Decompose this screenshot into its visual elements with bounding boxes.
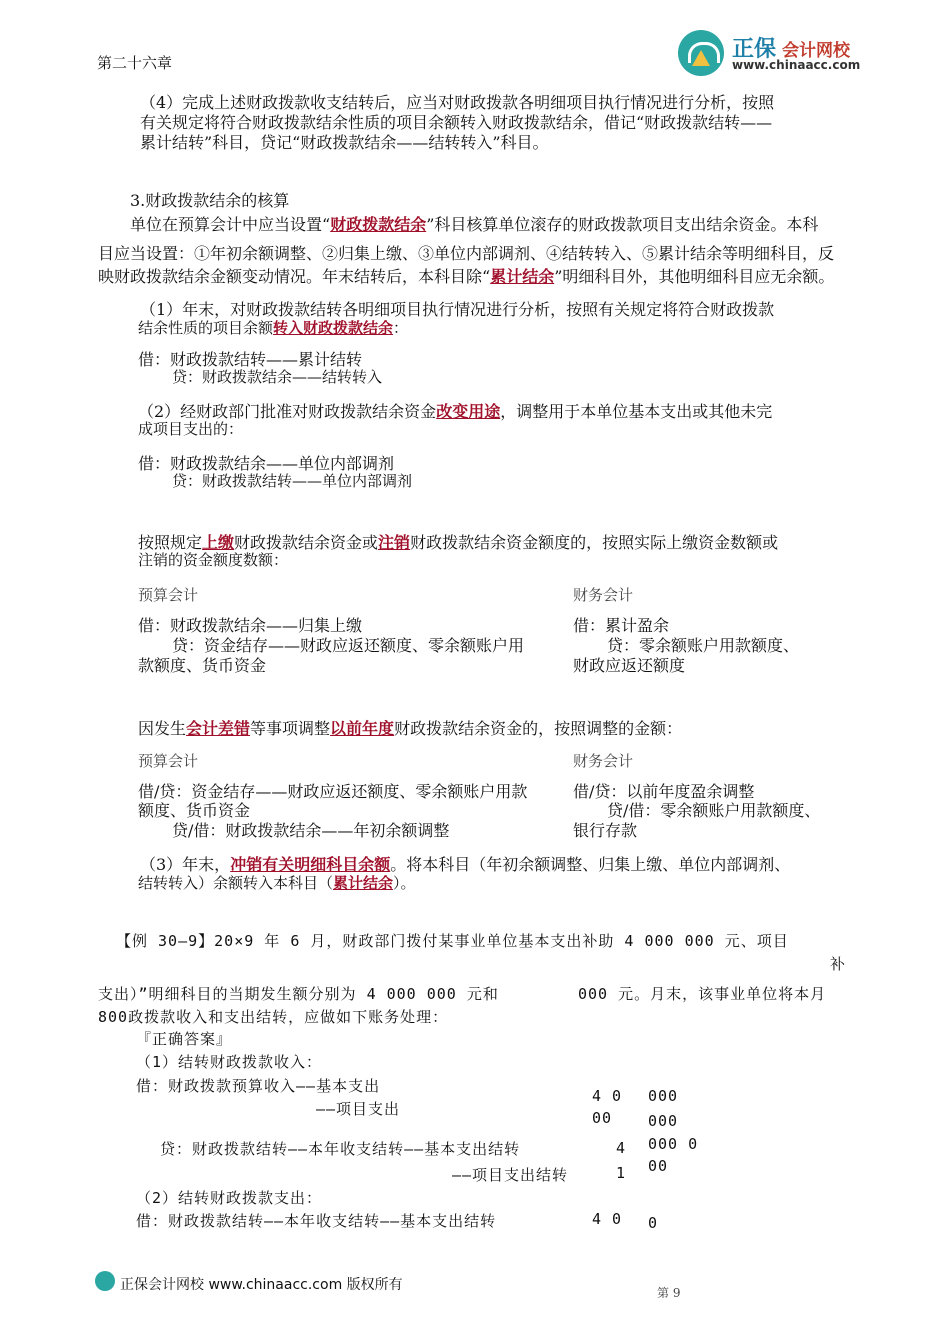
item2-line2: 成项目支出的： [138, 420, 244, 438]
example-cr1: 贷：财政拨款结转——本年收支结转——基本支出结转 [160, 1140, 521, 1158]
brand-logo-text: 正保 会计网校 [732, 37, 851, 62]
example-answer: 『正确答案』 [136, 1030, 233, 1048]
example-line1: 【例 30—9】20×9 年 6 月，财政部门拨付某事业单位基本支出补助 4 000 000 元、项目 [116, 932, 789, 950]
item2-credit: 贷：财政拨款结转——单位内部调剂 [172, 472, 413, 490]
item2-line1: （2）经财政部门批准对财政拨款结余资金改变用途，调整用于本单位基本支出或其他未完 [138, 402, 773, 421]
item1-credit: 贷：财政拨款结余——结转转入 [172, 368, 383, 386]
adjust-right-l1: 借/贷：以前年度盈余调整 [573, 782, 755, 801]
example-line1-tail: 补 [830, 955, 847, 973]
remit-right-l2: 贷：零余额账户用款额度、 [607, 636, 800, 655]
remit-line1: 按照规定上缴财政拨款结余资金或注销财政拨款结余资金额度的，按照实际上缴资金数额或 [138, 533, 779, 552]
remit-left-l2: 贷：资金结存——财政应返还额度、零余额账户用 [172, 636, 525, 655]
top-fragment: 第二十六章 [97, 54, 173, 72]
para4-line1: （4）完成上述财政拨款收支结转后，应当对财政拨款各明细项目执行情况进行分析，按照 [140, 93, 775, 112]
example-amt-d2: 0 [648, 1214, 659, 1232]
example-dr2: 借：财政拨款结转——本年收支结转——基本支出结转 [136, 1212, 497, 1230]
section3-line2: 目应当设置：①年初余额调整、②归集上缴、③单位内部调剂、④结转转入、⑤累计结余等明细科目，反 [98, 244, 835, 263]
adjust-right-l2: 贷/借：零余额账户用款额度、 [607, 801, 821, 820]
item1-line2: 结余性质的项目余额转入财政拨款结余： [138, 319, 409, 337]
logo-icon [678, 30, 724, 76]
adjust-line1: 因发生会计差错等事项调整以前年度财政拨款结余资金的，按照调整的金额： [138, 719, 683, 738]
footer-logo-icon [95, 1271, 115, 1291]
adjust-left-l1: 借/贷：资金结存——财政应返还额度、零余额账户用款 [138, 782, 528, 801]
section3-line3: 映财政拨款结余金额变动情况。年末结转后，本科目除“累计结余”明细科目外，其他明细科目应无余额。 [98, 267, 835, 286]
example-step1: （1）结转财政拨款收入： [136, 1053, 323, 1071]
adjust-right-l3: 银行存款 [573, 821, 638, 840]
adjust-left-l2: 额度、货币资金 [138, 801, 251, 820]
remit-right-title: 财务会计 [573, 586, 634, 604]
example-amt-b3: 000 0 [648, 1135, 699, 1153]
footer-text: 正保会计网校 www.chinaacc.com 版权所有 [120, 1277, 403, 1293]
example-amt-c1: 4 [616, 1139, 627, 1157]
example-amt-a1: 4 0 [592, 1087, 623, 1105]
item1-debit: 借：财政拨款结转——累计结转 [138, 350, 363, 369]
example-dr1: 借：财政拨款预算收入——基本支出 [136, 1077, 381, 1095]
remit-left-l1: 借：财政拨款结余——归集上缴 [138, 616, 363, 635]
section3-intro: 单位在预算会计中应当设置“财政拨款结余”科目核算单位滚存的财政拨款项目支出结余资金。本科 [130, 215, 819, 234]
brand-url: www.chinaacc.com [732, 58, 861, 72]
remit-right-l3: 财政应返还额度 [573, 656, 686, 675]
adjust-right-title: 财务会计 [573, 752, 634, 770]
para4-line2: 有关规定将符合财政拨款结余性质的项目余额转入财政拨款结余，借记“财政拨款结转—— [140, 113, 773, 132]
section3-title: 3.财政拨款结余的核算 [130, 191, 290, 210]
para4-line3: 累计结转”科目，贷记“财政拨款结余——结转转入”科目。 [140, 133, 549, 152]
remit-right-l1: 借：累计盈余 [573, 616, 670, 635]
example-line2-a: 支出）”明细科目的当期发生额分别为 4 000 000 元和 [98, 985, 499, 1003]
example-amt-b4: 00 [648, 1157, 669, 1175]
example-line2-b: 000 元。月末，该事业单位将本月 [578, 985, 827, 1003]
example-line3: 800政拨款收入和支出结转，应做如下账务处理： [98, 1008, 449, 1026]
item3-line1: （3）年末，冲销有关明细科目余额。将本科目（年初余额调整、归集上缴、单位内部调剂、 [140, 855, 791, 874]
footer-page: 第 9 [657, 1286, 681, 1300]
example-step2: （2）结转财政拨款支出： [136, 1189, 323, 1207]
example-amt-a2: 00 [592, 1109, 613, 1127]
remit-line2: 注销的资金额度数额： [138, 551, 289, 569]
example-amt-b1: 000 [648, 1087, 679, 1105]
item3-line2: 结转转入）余额转入本科目（累计结余）。 [138, 874, 416, 892]
example-amt-b2: 000 [648, 1112, 679, 1130]
remit-left-l3: 款额度、货币资金 [138, 656, 267, 675]
example-dr1b: ——项目支出 [316, 1100, 401, 1118]
example-amt-d1: 4 0 [592, 1210, 623, 1228]
item1-line1: （1）年末，对财政拨款结转各明细项目执行情况进行分析，按照有关规定将符合财政拨款 [140, 300, 775, 319]
adjust-left-title: 预算会计 [138, 752, 199, 770]
remit-left-title: 预算会计 [138, 586, 199, 604]
example-amt-c2: 1 [616, 1164, 627, 1182]
item2-debit: 借：财政拨款结余——单位内部调剂 [138, 454, 395, 473]
example-cr1b: ——项目支出结转 [452, 1166, 569, 1184]
adjust-left-l3: 贷/借：财政拨款结余——年初余额调整 [172, 821, 450, 840]
